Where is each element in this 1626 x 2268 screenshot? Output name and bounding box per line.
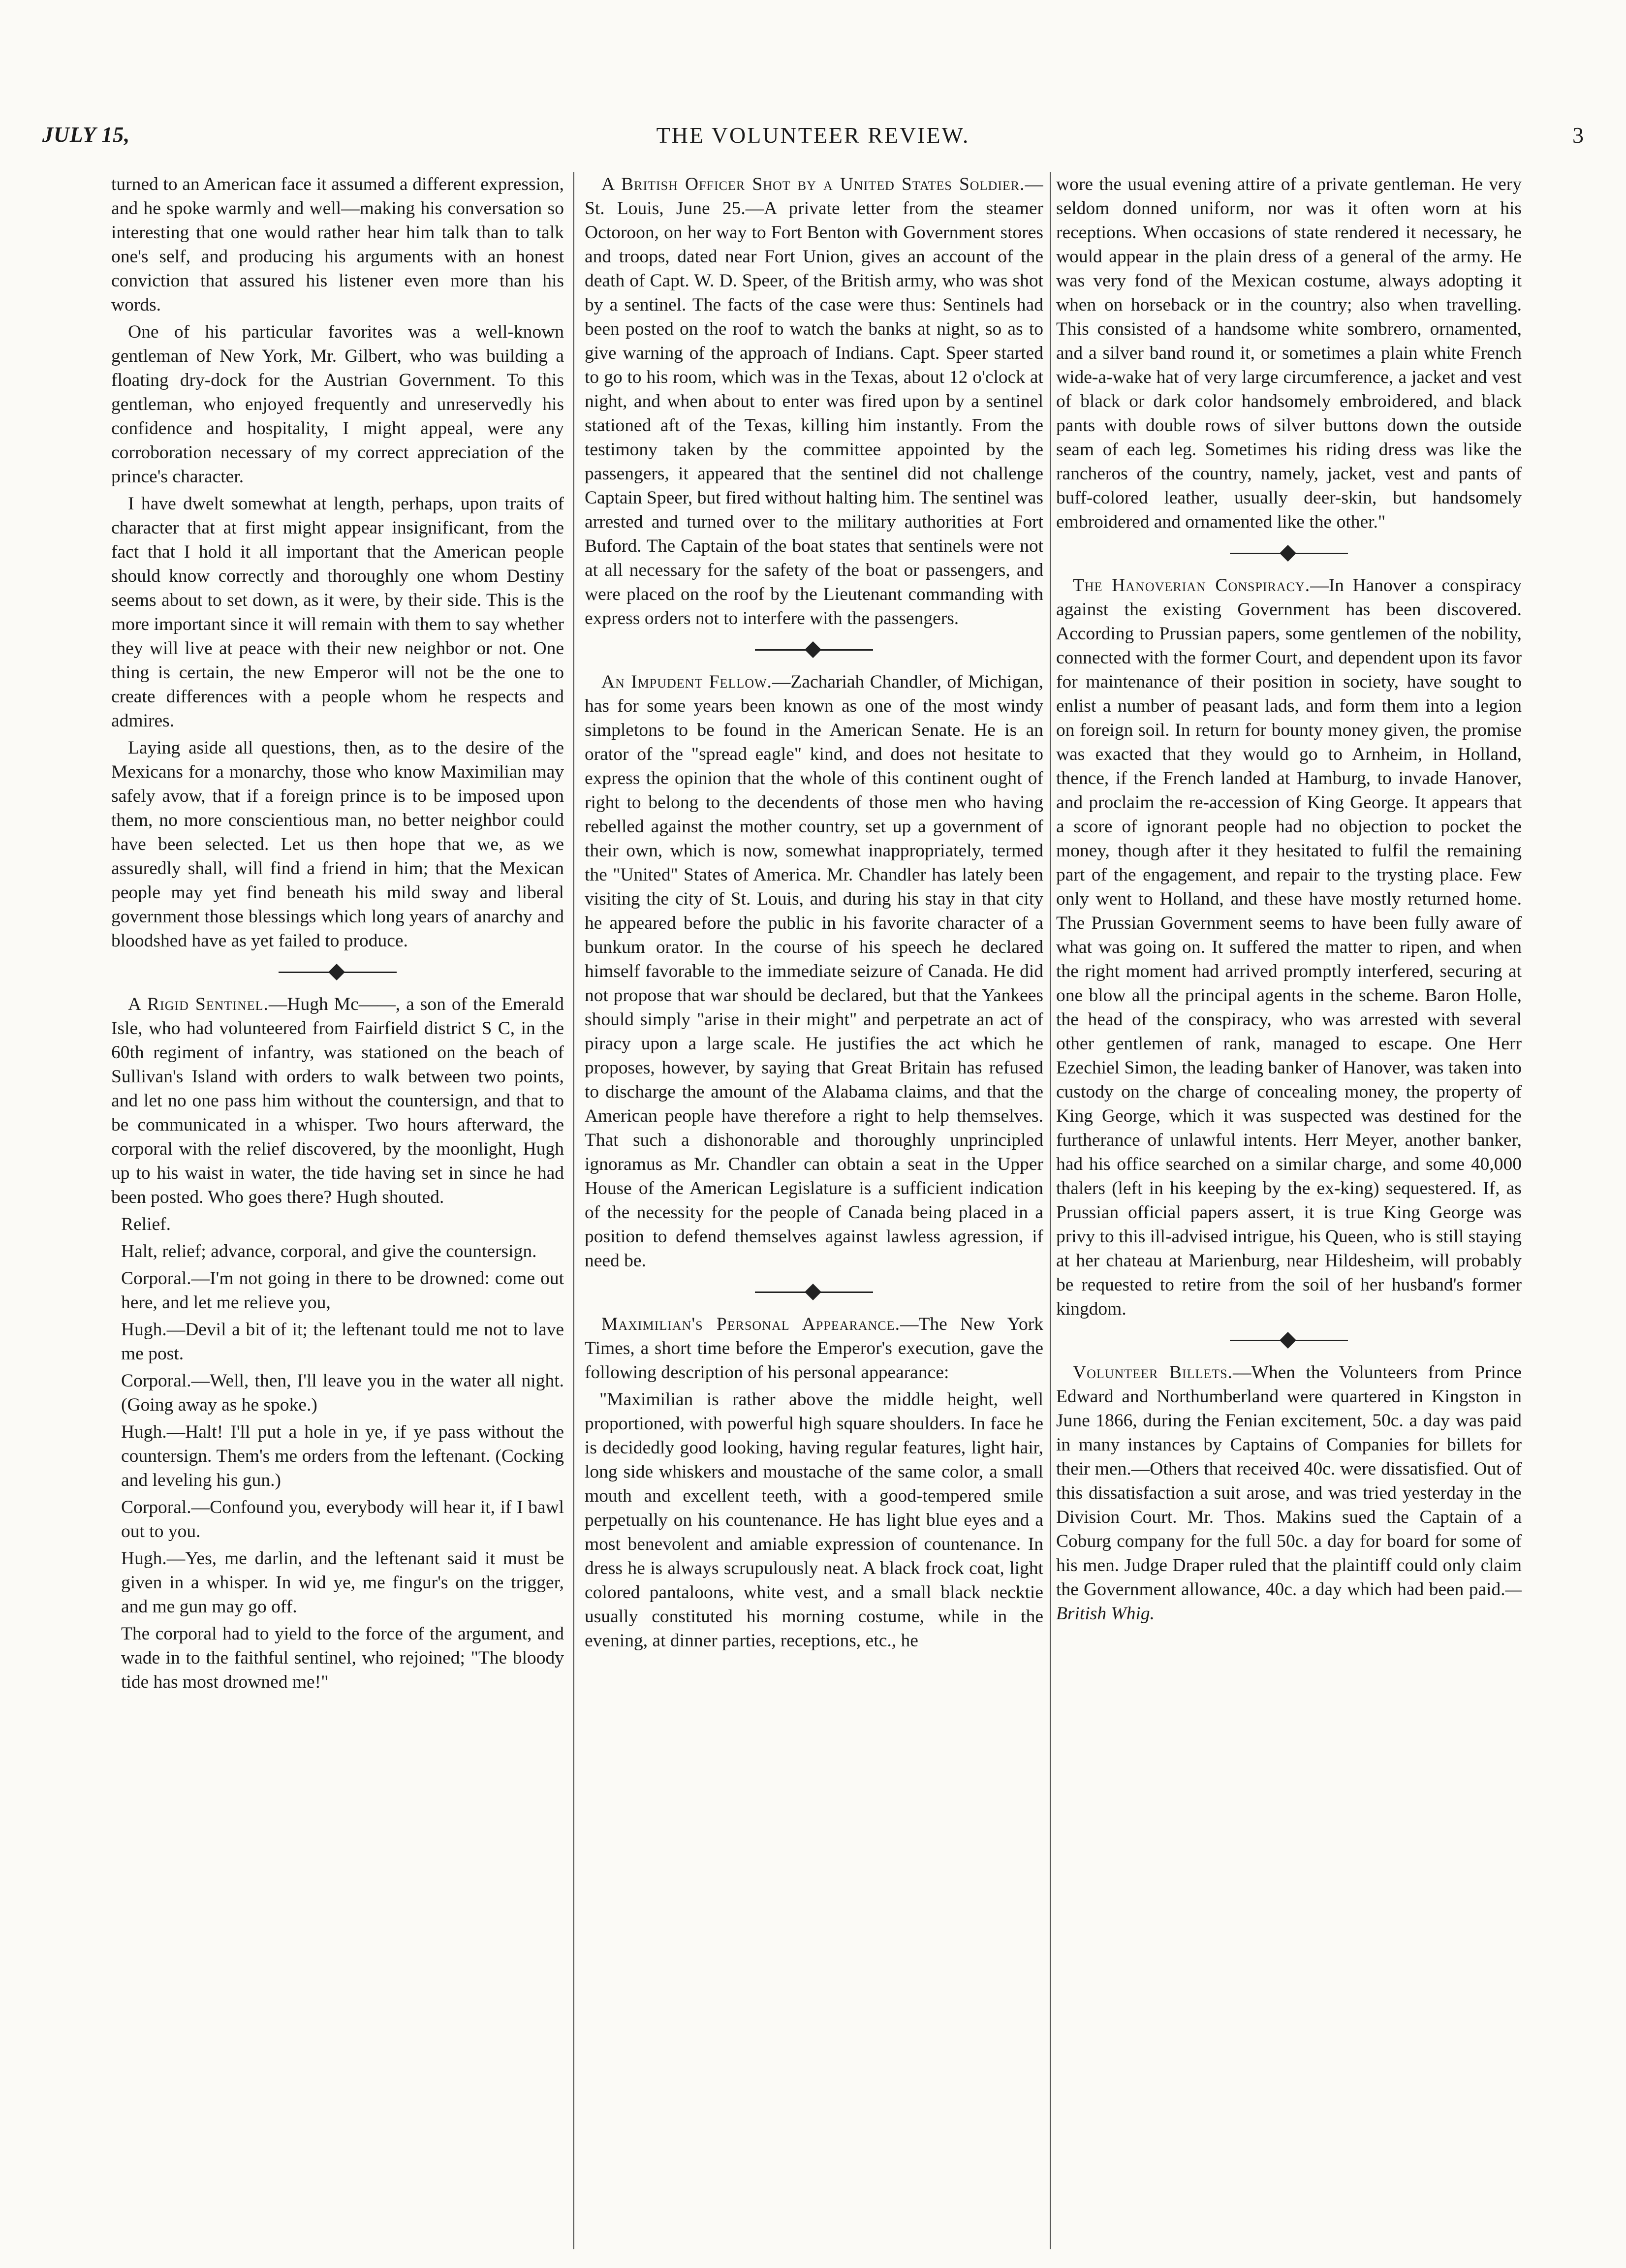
masthead-title: THE VOLUNTEER REVIEW.: [656, 123, 970, 148]
article-heading: Maximilian's Personal Appearance.: [601, 1314, 900, 1334]
article-paragraph: turned to an American face it assumed a different expression, and he spoke warmly and well—making his conversation so interesting that one would rather hear him talk than to talk one's self, and producing his arguments with an honest conviction that assured his listener even more than his words.: [111, 174, 564, 315]
dialogue-line: Corporal.—Well, then, I'll leave you in the water all night. (Going away as he spoke.): [121, 1371, 564, 1415]
article-body: —Hugh Mc——, a son of the Emerald Isle, who had volunteered from Fairfield district S C, in the 60th regiment of infantry, was stationed on the beach of Sullivan's Island with orders to walk between two points, and let no one pass him without the countersign, and that to be communicated in a whisper. Two hours afterward, the corporal with the relief discovered, by the moonlight, Hugh up to his waist in water, the tide having set in since he had been posted. Who goes there? Hugh shouted.: [111, 994, 564, 1207]
issue-date: JULY 15,: [42, 123, 130, 147]
dialogue-line: Hugh.—Yes, me darlin, and the leftenant said it must be given in a whisper. In wid ye, me fingur's on the trigger, and me gun may go off.: [121, 1548, 564, 1617]
section-ornament: [279, 965, 397, 979]
column-2: [585, 172, 1043, 2254]
article-body: —The New York Times, a short time before the Emperor's execution, gave the following description of his personal appearance:: [585, 1314, 1043, 1383]
article-heading: Volunteer Billets.: [1073, 1362, 1233, 1383]
page-header: [42, 122, 1584, 157]
dialogue-line: Hugh.—Devil a bit of it; the leftenant tould me not to lave me post.: [121, 1320, 564, 1364]
article-hanoverian: [1056, 573, 1522, 1321]
article-maximilian: [585, 1312, 1043, 1385]
article-body: —When the Volunteers from Prince Edward and Northumberland were quartered in Kingston in June 1866, during the Fenian excitement, 50c. a day was paid in many instances by Captains of Companies for billets for their men.—Others that received 40c. were dissatisfied. Out of this dissatisfaction a suit arose, and was tried yesterday in the Division Court. Mr. Thos. Makins sued the Captain of a Coburg company for the full 50c. a day for board for some of his men. Judge Draper ruled that the plaintiff could only claim the Government allowance, 40c. a day which had been paid.: [1056, 1362, 1522, 1600]
article-rigid-sentinel: [111, 992, 564, 1209]
section-ornament: [755, 1285, 873, 1299]
dialogue-line: Relief.: [121, 1214, 171, 1234]
column-1: [111, 172, 564, 2254]
column-divider: [573, 172, 574, 2249]
article-paragraph: One of his particular favorites was a well-known gentleman of New York, Mr. Gilbert, who was building a floating dry-dock for the Austrian Government. To this gentleman, who enjoyed frequently and unreservedly his confidence and hospitality, I might appeal, were any corroboration necessary of my correct appreciation of the prince's character.: [111, 322, 564, 487]
article-paragraph: Laying aside all questions, then, as to the desire of the Mexicans for a monarchy, those who know Maximilian may safely avow, that if a foreign prince is to be imposed upon them, no more conscientious man, no better neighbor could have been selected. Let us then hope that we, as we assuredly shall, will find a friend in him; that the Mexican people may yet find beneath his mild sway and liberal government those blessings which long years of anarchy and bloodshed have as yet failed to produce.: [111, 738, 564, 951]
dialogue-line: Hugh.—Halt! I'll put a hole in ye, if ye pass without the countersign. Them's me orders from the leftenant. (Cocking and leveling his gun.): [121, 1422, 564, 1490]
page-number: 3: [1572, 123, 1584, 148]
article-body: —Zachariah Chandler, of Michigan, has for some years been known as one of the most windy simpletons to be found in the American Senate. He is an orator of the "spread eagle" kind, and does not hesitate to express the opinion that the whole of this continent ought of right to belong to the decendents of those men who having rebelled against the mother country, set up a government of their own, which is now, somewhat inappropriately, termed the "United" States of America. Mr. Chandler has lately been visiting the city of St. Louis, and during his stay in that city he appeared before the public in his favorite character of a bunkum orator. In the course of his speech he declared himself favorable to the immediate seizure of Canada. He did not propose that war should be declared, but that the Yankees should simply "arise in their might" and perpetrate an act of piracy upon a large scale. He justifies the act which he proposes, however, by saying that Great Britain has refused to discharge the amount of the Alabama claims, and that the American people have therefore a right to help themselves. That such a dishonorable and thoroughly unprincipled ignoramus as Mr. Chandler can obtain a seat in the Upper House of the American Legislature is a sufficient indication of the necessity for the people of Canada being placed in a position to defend themselves against lawless agression, if need be.: [585, 672, 1043, 1271]
article-british-officer: [585, 172, 1043, 630]
article-source: —British Whig.: [1056, 1579, 1522, 1624]
dialogue-line: Corporal.—Confound you, everybody will hear it, if I bawl out to you.: [121, 1497, 564, 1542]
column-divider: [1050, 172, 1051, 2249]
article-body: —In Hanover a conspiracy against the existing Government has been discovered. According to Prussian papers, some gentlemen of the nobility, connected with the former Court, and dependent upon its favor for maintenance of their position in society, have sought to enlist a number of peasant lads, and form them into a legion on foreign soil. In return for bounty money given, the promise was exacted that they would go to Arnheim, in Holland, thence, if the French landed at Hamburg, to invade Hanover, and proclaim the re-accession of King George. It appears that a score of ignorant people had no objection to pocket the money, though after it they hesitated to fulfil the remaining part of the engagement, and repair to the trysting place. Few only went to Holland, and these have mostly returned home. The Prussian Government seems to have been fully aware of what was going on. It suffered the matter to ripen, and when the right moment had arrived promptly interfered, securing at one blow all the principal agents in the scheme. Baron Holle, the head of the conspiracy, who was arrested with several other gentlemen of rank, managed to escape. One Herr Ezechiel Simon, the leading banker of Hanover, was taken into custody on the charge of concealing money, the property of King George, which it was suspected was destined for the furtherance of unlawful intents. Herr Meyer, another banker, had his office searched on a similar charge, and some 40,000 thalers (left in his keeping by the ex-king) sequestered. If, as Prussian official papers assert, it is true King George was privy to this ill-advised intrigue, his Queen, who is still staying at her chateau at Marienburg, near Hildesheim, will probably be requested to retire from the soil of her husband's former kingdom.: [1056, 575, 1522, 1319]
article-heading: The Hanoverian Conspiracy.: [1073, 575, 1311, 596]
dialogue-line: Halt, relief; advance, corporal, and give the countersign.: [121, 1241, 537, 1261]
article-volunteer-billets: [1056, 1360, 1522, 1626]
article-heading: A British Officer Shot by a United States Soldier.: [601, 174, 1025, 194]
dialogue-line: The corporal had to yield to the force of the argument, and wade in to the faithful sentinel, who rejoined; "The bloody tide has most drowned me!": [121, 1624, 564, 1692]
article-heading: A Rigid Sentinel.: [128, 994, 269, 1014]
article-paragraph: I have dwelt somewhat at length, perhaps, upon traits of character that at first might appear insignificant, from the fact that I hold it all important that the American people should know correctly and thoroughly one whom Destiny seems about to set down, as it were, by their side. This is the more important since it will remain with them to say whether they will live at peace with their new neighbor or not. One thing is certain, the new Emperor will not be the one to create differences with a people whom he respects and admires.: [111, 494, 564, 731]
dialogue-line: Corporal.—I'm not going in there to be drowned: come out here, and let me relieve you,: [121, 1268, 564, 1313]
article-heading: An Impudent Fellow.: [601, 672, 772, 692]
section-ornament: [755, 642, 873, 657]
article-continuation: wore the usual evening attire of a private gentleman. He very seldom donned uniform, nor was it often worn at his receptions. When occasions of state rendered it necessary, he would appear in the plain dress of a general of the army. He was very fond of the Mexican costume, always adopting it when on horseback or in the country; also when travelling. This consisted of a handsome white sombrero, ornamented, and a silver band round it, or sometimes a plain white French wide-a-wake hat of very large circumference, a jacket and vest of black or dark color handsomely embroidered, and black pants with double rows of silver buttons down the outside seam of each leg. Sometimes his riding dress was like the rancheros of the country, namely, jacket, vest and pants of buff-colored leather, usually deer-skin, but handsomely embroidered and ornamented like the other.": [1056, 174, 1522, 532]
section-ornament: [1230, 1333, 1348, 1348]
article-impudent-fellow: [585, 670, 1043, 1273]
section-ornament: [1230, 546, 1348, 561]
article-body: —St. Louis, June 25.—A private letter from the steamer Octoroon, on her way to Fort Benton with Government stores and troops, dated near Fort Union, gives an account of the death of Capt. W. D. Speer, of the British army, who was shot by a sentinel. The facts of the case were thus: Sentinels had been posted on the roof to watch the banks at night, so as to give warning of the approach of Indians. Capt. Speer started to go to his room, which was in the Texas, about 12 o'clock at night, and when about to enter was fired upon by a sentinel stationed aft of the Texas, killing him instantly. From the testimony taken by the committee appointed by the passengers, it appeared that the sentinel did not challenge Captain Speer, but fired without halting him. The sentinel was arrested and turned over to the military authorities at Fort Buford. The Captain of the boat states that sentinels were not at all necessary for the safety of the boat or passengers, and were placed on the roof by the Lieutenant commanding with express orders not to interfere with the passengers.: [585, 174, 1043, 629]
column-3: [1056, 172, 1522, 2254]
article-quote: "Maximilian is rather above the middle height, well proportioned, with powerful high square shoulders. In face he is decidedly good looking, having regular features, light hair, long side whiskers and moustache of the same color, a small mouth and excellent teeth, with a good-tempered smile perpetually on his countenance. He has light blue eyes and a most benevolent and amiable expression of countenance. In dress he is always scrupulously neat. A black frock coat, light colored pantaloons, white vest, and a small black necktie usually constituted his morning costume, while in the evening, at dinner parties, receptions, etc., he: [585, 1389, 1043, 1651]
